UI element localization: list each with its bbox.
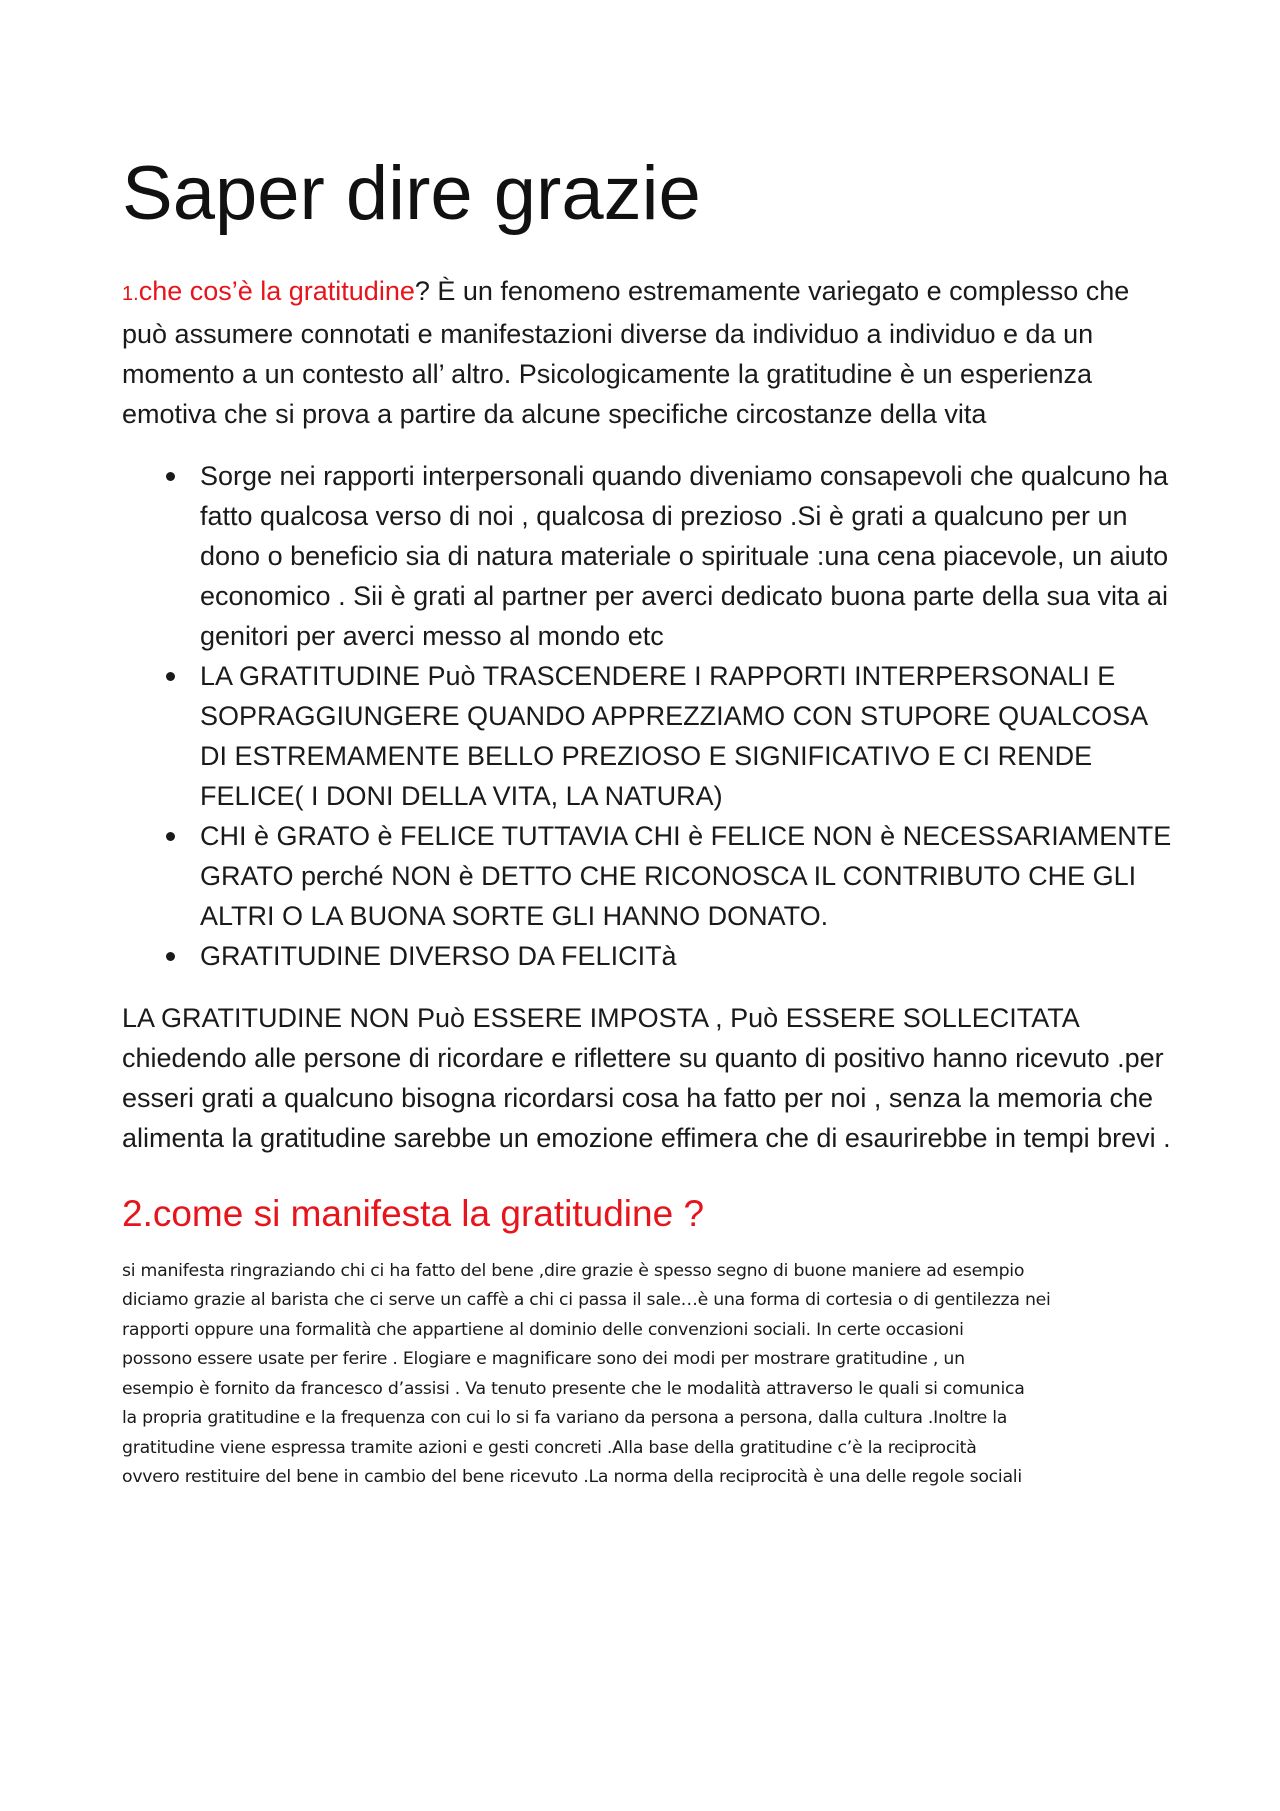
text-line: diciamo grazie al barista che ci serve un caffè a chi ci passa il sale…è una forma di cortesia o di gentilezza nei (122, 1290, 1051, 1311)
text-line: la propria gratitudine e la frequenza con cui lo si fa variano da persona a persona, dalla cultura .Inoltre la (122, 1408, 1008, 1429)
list-item-text: Sorge nei rapporti interpersonali quando diveniamo consapevoli che qualcuno ha fatto qualcosa verso di noi , qualcosa di prezioso .Si è grati a qualcuno per un dono o beneficio sia di natura materiale o spirituale :una cena piacevole, un aiuto economico . Sii è grati al partner per averci dedicato buona parte della sua vita ai genitori per averci messo al mondo etc (200, 461, 1169, 652)
list-item-text: LA GRATITUDINE Può TRASCENDERE I RAPPORTI INTERPERSONALI E SOPRAGGIUNGERE QUANDO APPREZZIAMO CON STUPORE QUALCOSA DI ESTREMAMENTE BELLO PREZIOSO E SIGNIFICATIVO E CI RENDE FELICE( I DONI DELLA VITA, LA NATURA) (200, 661, 1147, 812)
text-line: si manifesta ringraziando chi ci ha fatto del bene ,dire grazie è spesso segno di buone maniere ad esempio (122, 1260, 1025, 1281)
list-item (122, 936, 1172, 976)
small-paragraph (122, 1257, 1172, 1493)
section-heading: 2.come si manifesta la gratitudine ? (122, 1193, 705, 1235)
list-item (122, 816, 1172, 936)
list-item (122, 456, 1172, 656)
text-line: possono essere usate per ferire . Elogiare e magnificare sono dei modi per mostrare gratitudine , un (122, 1349, 965, 1370)
document-page (122, 150, 1172, 1493)
bullet-icon (166, 832, 175, 841)
question-text: che cos’è la gratitudine (138, 276, 415, 307)
text-line: ovvero restituire del bene in cambio del bene ricevuto .La norma della reciprocità è una delle regole sociali (122, 1467, 1022, 1488)
bullet-icon (166, 472, 175, 481)
text-line: gratitudine viene espressa tramite azioni e gesti concreti .Alla base della gratitudine c’è la reciprocità (122, 1437, 977, 1458)
intro-text: ? È un fenomeno estremamente variegato e complesso che può assumere connotati e manifestazioni diverse da individuo a individuo e da un momento a un contesto all’ altro. Psicologicamente la gratitudine è un esperienza emotiva che si prova a partire da alcune specifiche circostanze della vita (122, 276, 1130, 430)
page-title: Saper dire grazie (122, 151, 701, 236)
bullet-icon (166, 672, 175, 681)
intro-paragraph (122, 271, 1172, 434)
bullet-icon (166, 952, 175, 961)
list-item-text: GRATITUDINE DIVERSO DA FELICITà (200, 941, 677, 972)
bullet-list (122, 456, 1172, 976)
text-line: rapporti oppure una formalità che appartiene al dominio delle convenzioni sociali. In certe occasioni (122, 1319, 964, 1340)
list-item-text: CHI è GRATO è FELICE TUTTAVIA CHI è FELICE NON è NECESSARIAMENTE GRATO perché NON è DETTO CHE RICONOSCA IL CONTRIBUTO CHE GLI ALTRI O LA BUONA SORTE GLI HANNO DONATO. (200, 821, 1172, 932)
body-paragraph: LA GRATITUDINE NON Può ESSERE IMPOSTA , Può ESSERE SOLLECITATA chiedendo alle persone di ricordare e riflettere su quanto di positivo hanno ricevuto .per esseri grati a qualcuno bisogna ricordarsi cosa ha fatto per noi , senza la memoria che alimenta la gratitudine sarebbe un emozione effimera che di esaurirebbe in tempi brevi . (122, 1003, 1171, 1154)
text-line: esempio è fornito da francesco d’assisi . Va tenuto presente che le modalità attraverso le quali si comunica (122, 1378, 1025, 1399)
question-number: 1. (122, 283, 139, 306)
list-item (122, 656, 1172, 816)
